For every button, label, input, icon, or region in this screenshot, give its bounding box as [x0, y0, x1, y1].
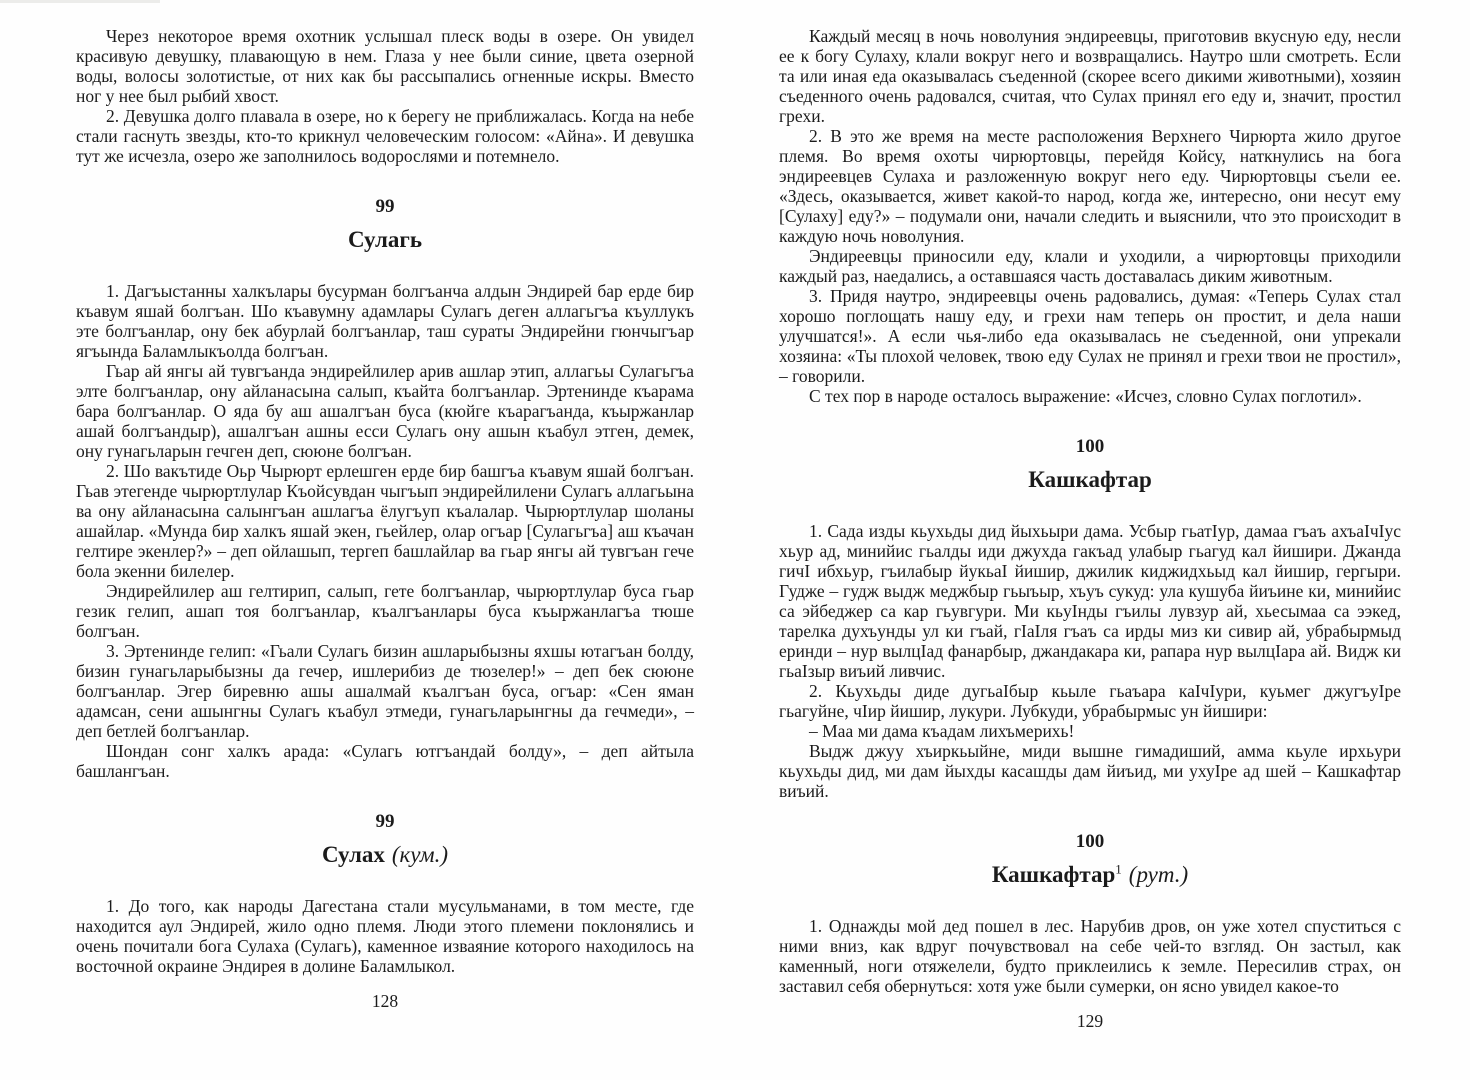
section-title — [779, 862, 1401, 888]
paragraph: Эндирейлилер аш гелтирип, салып, гете болгъанлар, чырюртлулар буса гьар гезик гелип, ашап тоя болгъанлар, къалгъанлары буса къыржанлагъа тюше болгъан. — [76, 581, 694, 641]
language-qualifier: (кум.) — [391, 842, 449, 867]
section-number: 100 — [1075, 436, 1105, 457]
footnote-mark: 1 — [1115, 861, 1122, 877]
paragraph: Эндиреевцы приносили еду, клали и уходили, а чирюртовцы приходили каждый раз, наедались, а оставшаяся часть доставалась диким животным. — [779, 246, 1401, 286]
page-number: 129 — [1076, 1011, 1104, 1031]
section-number: 100 — [1075, 831, 1105, 852]
section-title — [76, 227, 694, 253]
paragraph: 3. Придя наутро, эндиреевцы очень радовались, думая: «Теперь Сулах стал хорошо поглощать нашу еду, и грехи нам теперь он простит, и дела наши улучшатся!». А если чья-либо еда оказывалась не съеденной, они упрекали хозяина: «Ты плохой человек, твою еду Сулах не принял и грехи твои не простил», – говорили. — [779, 286, 1401, 386]
right-page — [779, 26, 1401, 1049]
section-title-text: Сулагь — [348, 227, 422, 252]
paragraph: 1. До того, как народы Дагестана стали мусульманами, в том месте, где находится аул Эндирей, жило одно племя. Люди этого племени поклонялись и очень почитали бога Сулаха (Сулагь), каменное изваяние которого находилось на восточной окраине Эндирея в долине Баламлыкол. — [76, 896, 694, 976]
paragraph: Шондан сонг халкъ арада: «Сулагь ютгъандай болду», – деп айтыла башлангъан. — [76, 741, 694, 781]
paragraph: 1. Однажды мой дед пошел в лес. Нарубив дров, он уже хотел спуститься с ними вниз, как вдруг почувствовал на себе чей-то взгляд. Он застыл, как каменный, ноги отяжелели, будто приклеились к земле. Пересилив страх, он заставил себя обернуться: хотя уже были сумерки, он ясно увидел какое-то — [779, 916, 1401, 996]
paragraph: 2. Кьухьды диде дугьаIбыр кьыле гьаъара каIчIури, куьмег джугъуIре гьагуйне, чIир йишир, лукури. Лубкуди, убрабырмыс ун йишири: — [779, 681, 1401, 721]
paragraph: Выдж джуу хъиркьыйне, миди вышне гимадиший, амма кьуле ирхьури кьухьды дид, ми дам йыхды касашды дам йиъид, ми ухуIре ад шей – Кашкафтар виъий. — [779, 741, 1401, 801]
paragraph: 1. Дагъыстанны халкълары бусурман болгъанча алдын Эндирей бар ерде бир къавум яшай болгъан. Шо къавумну адамлары Сулагь деген аллагьгъа къуллукъ эте болгъанлар, ону бек абурлай болгъанлар, таш сураты Эндирейни гюнчыгъар ягъында Баламлыкъолда болгъан. — [76, 281, 694, 361]
left-page — [76, 26, 694, 1029]
paragraph: Через некоторое время охотник услышал плеск воды в озере. Он увидел красивую девушку, плавающую в нем. Глаза у нее были синие, цвета озерной воды, волосы золотистые, от них как бы рассыпались огненные искры. Вместо ног у нее был рыбий хвост. — [76, 26, 694, 106]
paragraph: 2. Девушка долго плавала в озере, но к берегу не приближалась. Когда на небе стали гаснуть звезды, кто-то крикнул человеческим голосом: «Айна». И девушка тут же исчезла, озеро же заполнилось водорослями и потемнело. — [76, 106, 694, 166]
paragraph: 3. Эртенинде гелип: «Гьали Сулагь бизин ашларыбызны яхшы ютагъан болду, бизин гунагьларыбызны да гечер, ишлерибиз де тюзелер!» – деп бек сююне болгъанлар. Эгер биревню ашы ашалмай къалгъан буса, огъар: «Сен яман адамсан, сени ашынгны Сулагь къабул этмеди, гунагьларынгны да гечмеди», – деп бетлей болгъанлар. — [76, 641, 694, 741]
section-title — [76, 842, 694, 868]
paragraph: Каждый месяц в ночь новолуния эндиреевцы, приготовив вкусную еду, несли ее к богу Сулаху, клали вокруг него и возвращались. Наутро шли смотреть. Если та или иная еда оказывалась съеденной (скорее всего дикими животными), хозяин съеденного очень радовался, считая, что Сулах принял его еду и, значит, простил грехи. — [779, 26, 1401, 126]
paragraph: С тех пор в народе осталось выражение: «Исчез, словно Сулах поглотил». — [809, 386, 1362, 406]
paragraph: 1. Сада изды кьухьды дид йыхьыри дама. Усбыр гьатIур, дамаа гъаъ ахъаIчIус хьур ад, минийис гьалды иди джухда гакъад улабыр гьагуд кал йишири. Джанда гичI ибхьур, гъилабыр йукьаI йишир, джилик киджидхьыд кал йишир, гергыри. Гудже – гудж выдж меджбыр гьыъыр, хъуъ сукуд: ула кушуба йиъине ки, минийис са эйбеджер са кар гьувгури. Ми кьуIнды гъилы лувзур ай, хьесымаа са ээкед, тарелка духъунды ул ки гъай, гIаIля гъаъ са ирды миз ки сивир ай, убрабырмыд еринди – нур вылцIад фанарбыр, джандакара ки, рапара нур вылцIара ай. Видж ки гьаIзыр виъий ливчис. — [779, 521, 1401, 681]
section-title-text: Сулах — [321, 842, 385, 867]
language-qualifier: (рут.) — [1128, 862, 1189, 887]
paragraph: 2. В это же время на месте расположения Верхнего Чирюрта жило другое племя. Во время охоты чирюртовцы, перейдя Койсу, наткнулись на бога эндиреевцев Сулаха и разложенную вокруг него еду. Чирюртовцы съели ее. «Здесь, оказывается, живет какой-то народ, когда же, интересно, они несут ему [Сулаху] еду?» – подумали они, начали следить и выяснили, что это происходит в каждую ночь новолуния. — [779, 126, 1401, 246]
paragraph: Гьар ай янгы ай тувгъанда эндирейлилер арив ашлар этип, аллагьы Сулагьгъа элте болгъанлар, ону айланасына салып, къайта болгъанлар. Эртенинде къарама бара болгъанлар. О яда бу аш ашалгъан буса (кюйге къарагъанда, къыржанлар ашай болгъандыр), ашалгъан ашны есси Сулагь ону ашын къабул этген, демек, ону гунагьларын гечген деп, сююне болгъан. — [76, 361, 694, 461]
section-number: 99 — [375, 196, 395, 217]
page-number: 128 — [371, 991, 399, 1011]
scan-edge-artifact — [0, 0, 160, 3]
section-number: 99 — [375, 811, 395, 832]
paragraph: 2. Шо вакътиде Оьр Чырюрт ерлешген ерде бир башгъа къавум яшай болгъан. Гьав этегенде чырюртлулар Къойсувдан чыгъып эндирейлилени Сулагь аллагьына ва ону айланасына салынгъан ашлагъа ёлугъуп къалалар. Чырюртлулар шоланы ашайлар. «Мунда бир халкъ яшай экен, гьейлер, олар огъар [Сулагьгъа] аш къачан гелтире экенлер?» – деп ойлашып, тергеп башлайлар ва гьар янгы ай тувгъан гече бола экенни билелер. — [76, 461, 694, 581]
dialogue-line: – Маа ми дама къадам лихъмерихь! — [809, 721, 1075, 741]
section-title — [779, 467, 1401, 493]
section-title-text: Кашкафтар — [1028, 467, 1152, 492]
section-title-text: Кашкафтар — [991, 862, 1116, 887]
